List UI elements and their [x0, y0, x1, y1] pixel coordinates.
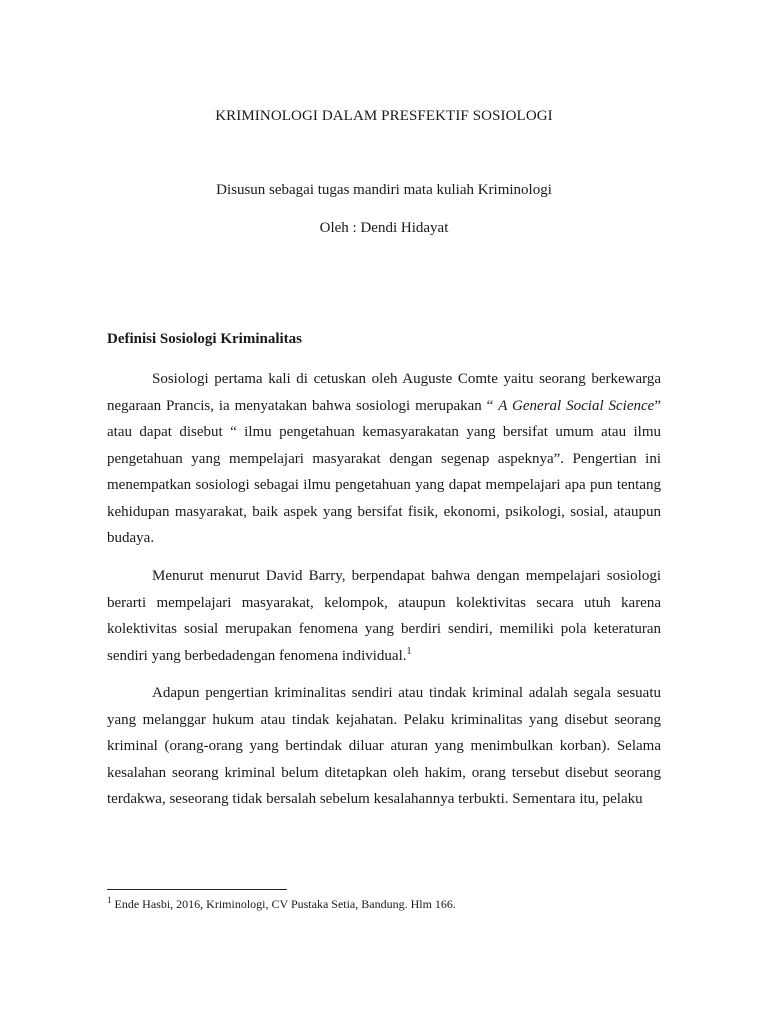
paragraph-1-italic-term: A General Social Science: [498, 397, 655, 414]
footnote-separator: [107, 889, 287, 890]
paragraph-2-text: Menurut menurut David Barry, berpendapat bahwa dengan mempelajari sosiologi berarti mempelajari masyarakat, kelompok, ataupun kolektivitas secara utuh karena kolektivitas sosial merupakan fenomena yang berdiri sendiri, memiliki pola keteraturan sendiri yang berbedadengan fenomena individual.: [107, 568, 661, 664]
paragraph-1: [107, 366, 661, 552]
footnote-number: 1: [107, 895, 112, 905]
paragraph-3: Adapun pengertian kriminalitas sendiri atau tindak kriminal adalah segala sesuatu yang melanggar hukum atau tindak kejahatan. Pelaku kriminalitas yang disebut seorang kriminal (orang-orang yang bertindak diluar aturan yang menimbulkan korban). Selama kesalahan seorang kriminal belum ditetapkan oleh hakim, orang tersebut disebut seorang terdakwa, seseorang tidak bersalah sebelum kesalahannya terbukti. Sementara itu, pelaku: [107, 685, 661, 807]
footnote-reference[interactable]: 1: [406, 645, 412, 657]
paragraph-1-text-a: Sosiologi pertama kali di cetuskan oleh Auguste Comte yaitu seorang berkewarga negaraan Prancis, ia menyatakan bahwa sosiologi merupakan “: [107, 371, 661, 414]
document-subtitle: Disusun sebagai tugas mandiri mata kuliah Kriminologi: [216, 182, 552, 198]
paragraph-2: [107, 563, 661, 669]
author-line: Oleh : Dendi Hidayat: [319, 220, 449, 236]
paragraph-1-text-b: ” atau dapat disebut “ ilmu pengetahuan kemasyarakatan yang bersifat umum atau ilmu pengetahuan yang mempelajari masyarakat dengan segenap aspeknya”. Pengertian ini menempatkan sosiologi sebagai ilmu pengetahuan yang dapat mempelajari apa pun tentang kehidupan masyarakat, baik aspek yang bersifat fisik, ekonomi, psikologi, sosial, ataupun budaya.: [107, 397, 661, 546]
footnote: [107, 897, 456, 912]
footnote-text: Ende Hasbi, 2016, Kriminologi, CV Pustaka Setia, Bandung. Hlm 166.: [111, 897, 456, 911]
document-title: KRIMINOLOGI DALAM PRESFEKTIF SOSIOLOGI: [215, 108, 553, 124]
section-heading: Definisi Sosiologi Kriminalitas: [107, 331, 303, 347]
